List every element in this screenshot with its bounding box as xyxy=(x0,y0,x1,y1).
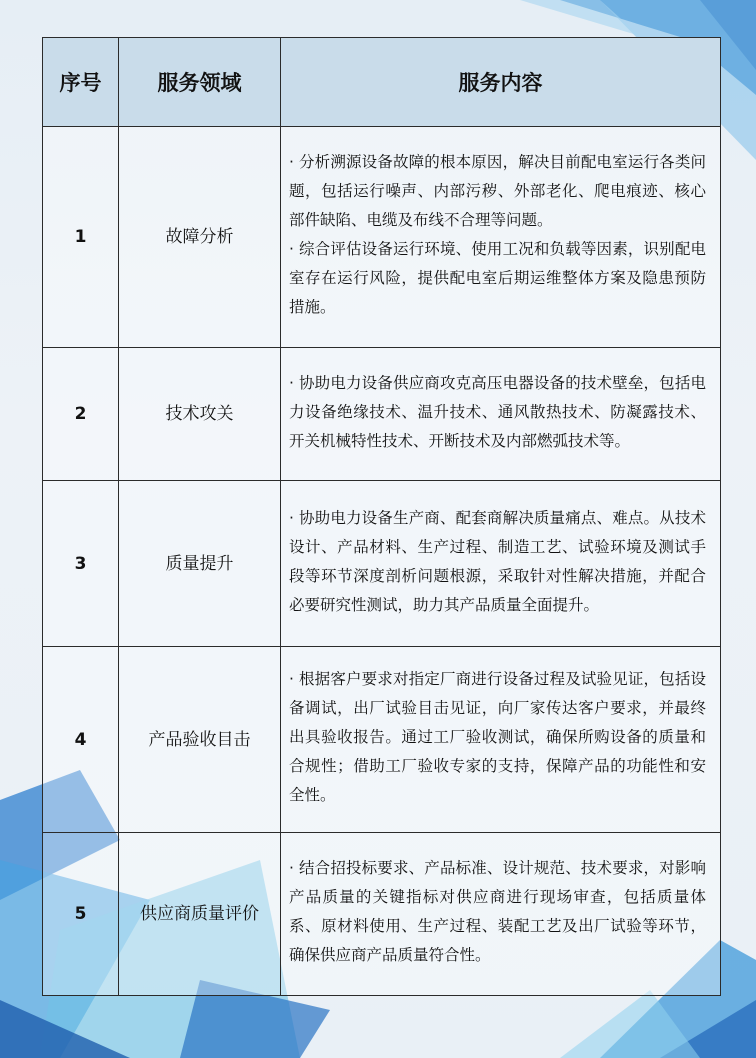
table-row xyxy=(43,647,721,833)
services-table xyxy=(42,37,721,996)
row-service-area: 故障分析 xyxy=(119,127,281,348)
row-index: 4 xyxy=(43,647,119,833)
row-service-content xyxy=(281,127,721,348)
row-service-area: 质量提升 xyxy=(119,481,281,647)
row-index: 3 xyxy=(43,481,119,647)
row-index: 1 xyxy=(43,127,119,348)
row-service-content xyxy=(281,647,721,833)
content-paragraph: · 协助电力设备生产商、配套商解决质量痛点、难点。从技术设计、产品材料、生产过程、制造工艺、试验环境及测试手段等环节深度剖析问题根源，采取针对性解决措施，并配合必要研究性测试，助力其产品质量全面提升。 xyxy=(289,508,706,614)
row-index: 2 xyxy=(43,348,119,481)
row-service-content xyxy=(281,481,721,647)
table-header-row xyxy=(43,38,721,127)
header-service-content: 服务内容 xyxy=(281,38,721,127)
table-row xyxy=(43,127,721,348)
content-paragraph: · 综合评估设备运行环境、使用工况和负载等因素，识别配电室存在运行风险，提供配电室后期运维整体方案及隐患预防措施。 xyxy=(289,240,706,316)
content-paragraph: · 根据客户要求对指定厂商进行设备过程及试验见证，包括设备调试，出厂试验目击见证，向厂家传达客户要求，并最终出具验收报告。通过工厂验收测试，确保所购设备的质量和合规性；借助工厂验收专家的支持，保障产品的功能性和安全性。 xyxy=(289,670,706,804)
table-container xyxy=(42,37,720,994)
content-paragraph: · 结合招投标要求、产品标准、设计规范、技术要求，对影响产品质量的关键指标对供应商进行现场审查，包括质量体系、原材料使用、生产过程、装配工艺及出厂试验等环节，确保供应商产品质量符合性。 xyxy=(289,859,706,964)
table-row xyxy=(43,481,721,647)
header-service-area: 服务领域 xyxy=(119,38,281,127)
row-service-area: 技术攻关 xyxy=(119,348,281,481)
header-index: 序号 xyxy=(43,38,119,127)
table-row xyxy=(43,348,721,481)
row-index: 5 xyxy=(43,833,119,996)
content-paragraph: · 协助电力设备供应商攻克高压电器设备的技术壁垒，包括电力设备绝缘技术、温升技术、通风散热技术、防凝露技术、开关机械特性技术、开断技术及内部燃弧技术等。 xyxy=(289,373,706,450)
row-service-content xyxy=(281,348,721,481)
row-service-area: 供应商质量评价 xyxy=(119,833,281,996)
row-service-content xyxy=(281,833,721,996)
table-row xyxy=(43,833,721,996)
row-service-area: 产品验收目击 xyxy=(119,647,281,833)
content-paragraph: · 分析溯源设备故障的根本原因，解决目前配电室运行各类问题，包括运行噪声、内部污秽、外部老化、爬电痕迹、核心部件缺陷、电缆及布线不合理等问题。 xyxy=(289,153,706,229)
